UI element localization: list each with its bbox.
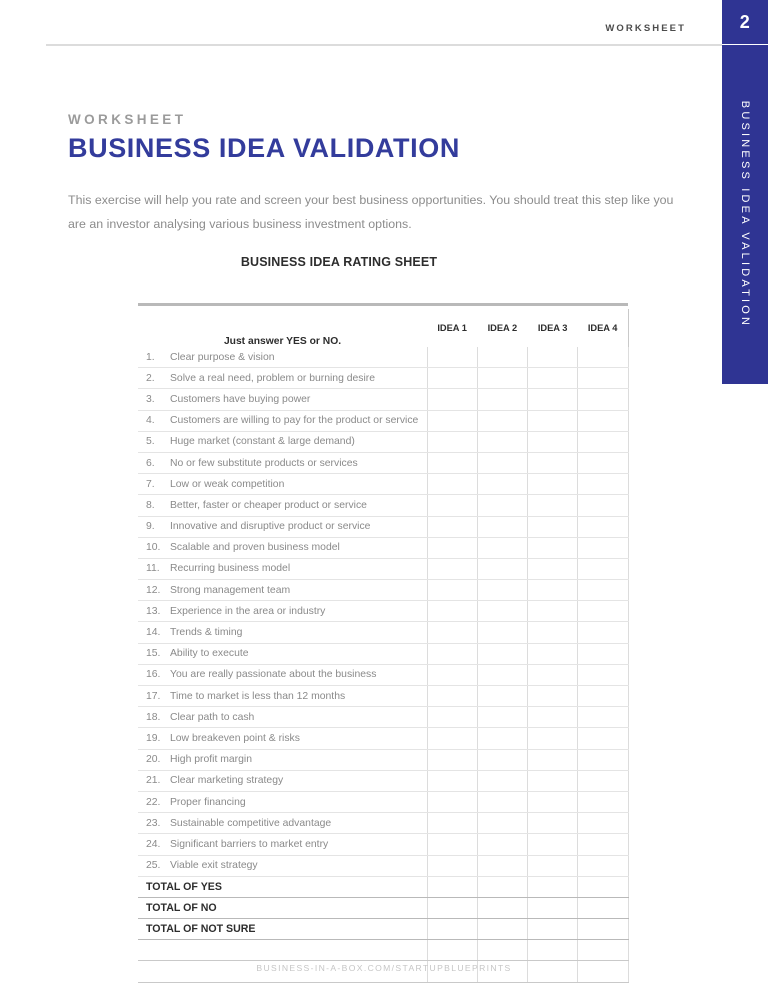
total-cell-idea-1[interactable] (427, 897, 477, 918)
criterion-number: 4. (146, 415, 155, 427)
criterion-number: 16. (146, 669, 161, 681)
criterion-cell-idea-1[interactable] (427, 347, 477, 368)
criterion-number: 21. (146, 775, 161, 787)
column-header-idea-4: IDEA 4 (578, 309, 628, 347)
criterion-cell-idea-1[interactable] (427, 580, 477, 601)
criterion-cell-idea-4[interactable] (578, 728, 628, 749)
total-row (138, 919, 628, 940)
criterion-text: Huge market (constant & large demand) (170, 436, 355, 448)
criterion-cell-idea-2[interactable] (477, 368, 527, 389)
table-row (138, 410, 628, 431)
criterion-cell-idea-4[interactable] (578, 855, 628, 876)
criterion-cell-idea-4[interactable] (578, 770, 628, 791)
criterion-label-cell (138, 834, 427, 855)
criterion-label-cell (138, 368, 427, 389)
criterion-number: 2. (146, 372, 155, 384)
criterion-label-cell (138, 410, 427, 431)
criterion-cell-idea-3[interactable] (528, 770, 578, 791)
criterion-cell-idea-1[interactable] (427, 452, 477, 473)
total-cell-idea-2[interactable] (477, 919, 527, 940)
total-cell-idea-1[interactable] (427, 919, 477, 940)
table-row (138, 516, 628, 537)
criterion-text: Low or weak competition (170, 478, 285, 490)
criterion-label-cell (138, 537, 427, 558)
total-cell-idea-3[interactable] (528, 876, 578, 897)
criterion-label-cell (138, 347, 427, 368)
criterion-text: Clear path to cash (170, 711, 255, 723)
criterion-cell-idea-3[interactable] (528, 474, 578, 495)
criterion-cell-idea-3[interactable] (528, 601, 578, 622)
table-row (138, 474, 628, 495)
criterion-cell-idea-4[interactable] (578, 368, 628, 389)
table-row (138, 813, 628, 834)
criterion-label-cell (138, 389, 427, 410)
intro-paragraph: This exercise will help you rate and screen your best business opportunities. You should treat this step like you are an investor analysing various business investment options. (68, 193, 674, 232)
page-title: BUSINESS IDEA VALIDATION (68, 132, 460, 163)
criterion-cell-idea-1[interactable] (427, 516, 477, 537)
criterion-cell-idea-3[interactable] (528, 728, 578, 749)
criterion-cell-idea-1[interactable] (427, 749, 477, 770)
section-rail (722, 0, 768, 384)
criterion-cell-idea-3[interactable] (528, 813, 578, 834)
criterion-text: Experience in the area or industry (170, 605, 326, 617)
criterion-cell-idea-3[interactable] (528, 347, 578, 368)
table-row (138, 791, 628, 812)
criterion-cell-idea-4[interactable] (578, 537, 628, 558)
criterion-cell-idea-4[interactable] (578, 834, 628, 855)
criterion-label-cell (138, 728, 427, 749)
criterion-cell-idea-4[interactable] (578, 389, 628, 410)
criterion-cell-idea-1[interactable] (427, 643, 477, 664)
criterion-number: 22. (146, 796, 161, 808)
criterion-cell-idea-3[interactable] (528, 855, 578, 876)
total-label-cell (138, 919, 427, 940)
total-cell-idea-4[interactable] (578, 919, 628, 940)
criterion-label-cell (138, 495, 427, 516)
criterion-cell-idea-3[interactable] (528, 537, 578, 558)
criterion-number: 12. (146, 584, 161, 596)
criterion-cell-idea-2[interactable] (477, 791, 527, 812)
criterion-number: 13. (146, 605, 161, 617)
criterion-label-cell (138, 643, 427, 664)
criterion-label-cell (138, 855, 427, 876)
criterion-number: 24. (146, 838, 161, 850)
total-row (138, 876, 628, 897)
criterion-cell-idea-4[interactable] (578, 580, 628, 601)
total-label-lead: TOTAL OF (146, 901, 201, 914)
criterion-cell-idea-4[interactable] (578, 516, 628, 537)
criterion-cell-idea-4[interactable] (578, 791, 628, 812)
criterion-cell-idea-1[interactable] (427, 495, 477, 516)
total-label-cell (138, 897, 427, 918)
criterion-number: 6. (146, 457, 155, 469)
total-cell-idea-3[interactable] (528, 919, 578, 940)
rating-sheet-title: BUSINESS IDEA RATING SHEET (240, 255, 438, 269)
criterion-cell-idea-2[interactable] (477, 495, 527, 516)
criterion-text: No or few substitute products or services (170, 457, 358, 469)
criterion-cell-idea-2[interactable] (477, 601, 527, 622)
criterion-cell-idea-1[interactable] (427, 664, 477, 685)
criterion-text: Recurring business model (170, 563, 291, 575)
criterion-text: Scalable and proven business model (170, 542, 340, 554)
page-title-block (68, 113, 460, 162)
criterion-text: Viable exit strategy (170, 860, 258, 872)
criterion-cell-idea-3[interactable] (528, 707, 578, 728)
criterion-cell-idea-1[interactable] (427, 686, 477, 707)
criterion-cell-idea-2[interactable] (477, 410, 527, 431)
table-row (138, 855, 628, 876)
total-label-value: YES (200, 880, 222, 893)
criterion-cell-idea-1[interactable] (427, 389, 477, 410)
criterion-cell-idea-2[interactable] (477, 643, 527, 664)
total-cell-idea-2[interactable] (477, 897, 527, 918)
criterion-text: Significant barriers to market entry (170, 838, 329, 850)
criterion-cell-idea-3[interactable] (528, 580, 578, 601)
criterion-cell-idea-1[interactable] (427, 410, 477, 431)
header-worksheet-label: WORKSHEET (605, 22, 686, 34)
total-cell-idea-2[interactable] (477, 876, 527, 897)
criterion-number: 18. (146, 711, 161, 723)
criterion-cell-idea-2[interactable] (477, 749, 527, 770)
table-row (138, 728, 628, 749)
table-header-row (138, 309, 628, 347)
table-row (138, 431, 628, 452)
criterion-label-cell (138, 580, 427, 601)
criterion-cell-idea-1[interactable] (427, 707, 477, 728)
blank-cell-idea-4[interactable] (578, 940, 628, 961)
criterion-cell-idea-1[interactable] (427, 601, 477, 622)
column-header-idea-1: IDEA 1 (437, 323, 467, 333)
criterion-cell-idea-2[interactable] (477, 452, 527, 473)
table-body (138, 305, 628, 983)
criterion-cell-idea-4[interactable] (578, 495, 628, 516)
criterion-number: 10. (146, 542, 161, 554)
table-row (138, 686, 628, 707)
criterion-number: 19. (146, 732, 161, 744)
table-row (138, 834, 628, 855)
total-cell-idea-3[interactable] (528, 897, 578, 918)
criterion-label-cell (138, 664, 427, 685)
criterion-number: 25. (146, 860, 161, 872)
criterion-cell-idea-3[interactable] (528, 516, 578, 537)
criterion-cell-idea-3[interactable] (528, 410, 578, 431)
rail-section-title: BUSINESS IDEA VALIDATION (739, 100, 751, 329)
criterion-cell-idea-1[interactable] (427, 558, 477, 579)
criterion-cell-idea-4[interactable] (578, 474, 628, 495)
criterion-cell-idea-2[interactable] (477, 707, 527, 728)
criterion-cell-idea-1[interactable] (427, 728, 477, 749)
blank-row (138, 940, 628, 961)
criterion-text: Better, faster or cheaper product or service (170, 499, 367, 511)
criterion-cell-idea-1[interactable] (427, 834, 477, 855)
total-label-value: NO (200, 901, 217, 914)
criterion-cell-idea-2[interactable] (477, 834, 527, 855)
criterion-text: Ability to execute (170, 648, 249, 660)
criterion-cell-idea-4[interactable] (578, 686, 628, 707)
criterion-number: 11. (146, 563, 160, 575)
criterion-label-cell (138, 686, 427, 707)
table-row (138, 664, 628, 685)
total-label-cell (138, 876, 427, 897)
criterion-cell-idea-1[interactable] (427, 813, 477, 834)
criterion-text: Time to market is less than 12 months (170, 690, 346, 702)
criterion-label-cell (138, 431, 427, 452)
criterion-cell-idea-2[interactable] (477, 664, 527, 685)
page-header (46, 16, 704, 40)
criterion-cell-idea-4[interactable] (578, 452, 628, 473)
criterion-cell-idea-3[interactable] (528, 368, 578, 389)
criterion-label-cell (138, 749, 427, 770)
total-cell-idea-4[interactable] (578, 897, 628, 918)
column-header-idea-2: IDEA 2 (487, 323, 518, 333)
table-row (138, 389, 628, 410)
criterion-cell-idea-3[interactable] (528, 389, 578, 410)
criterion-label-cell (138, 622, 427, 643)
column-header-idea-3: IDEA 3 (537, 323, 568, 333)
criterion-number: 9. (146, 521, 155, 533)
criterion-cell-idea-3[interactable] (528, 431, 578, 452)
table-row (138, 558, 628, 579)
table-row (138, 749, 628, 770)
criterion-cell-idea-2[interactable] (477, 686, 527, 707)
table-row (138, 495, 628, 516)
criterion-text: High profit margin (170, 754, 253, 766)
criterion-cell-idea-2[interactable] (477, 728, 527, 749)
total-label-lead: TOTAL OF (146, 923, 201, 936)
criterion-number: 14. (146, 627, 161, 639)
criterion-cell-idea-3[interactable] (528, 686, 578, 707)
criterion-number: 3. (146, 393, 155, 405)
criterion-text: Sustainable competitive advantage (170, 817, 332, 829)
blank-cell-idea-3[interactable] (528, 940, 578, 961)
criterion-number: 15. (146, 648, 161, 660)
criterion-label-cell (138, 516, 427, 537)
criterion-text: Customers have buying power (170, 393, 311, 405)
criterion-text: Solve a real need, problem or burning desire (170, 372, 376, 384)
blank-cell-idea-2[interactable] (477, 940, 527, 961)
criterion-cell-idea-1[interactable] (427, 431, 477, 452)
criterion-label-cell (138, 474, 427, 495)
criterion-label-cell (138, 791, 427, 812)
criterion-cell-idea-3[interactable] (528, 622, 578, 643)
rail-body (722, 45, 768, 384)
criterion-cell-idea-4[interactable] (578, 410, 628, 431)
criterion-label-cell (138, 813, 427, 834)
criterion-cell-idea-3[interactable] (528, 791, 578, 812)
criterion-text: Strong management team (170, 584, 291, 596)
criterion-number: 23. (146, 817, 161, 829)
criterion-cell-idea-2[interactable] (477, 580, 527, 601)
column-header-question: Just answer YES or NO. (223, 336, 342, 347)
criterion-cell-idea-3[interactable] (528, 452, 578, 473)
criterion-cell-idea-1[interactable] (427, 855, 477, 876)
table-row (138, 601, 628, 622)
criterion-text: Clear marketing strategy (170, 775, 284, 787)
criterion-cell-idea-3[interactable] (528, 495, 578, 516)
page-eyebrow: WORKSHEET (68, 112, 187, 127)
criterion-cell-idea-1[interactable] (427, 537, 477, 558)
criterion-label-cell (138, 770, 427, 791)
criterion-cell-idea-2[interactable] (477, 516, 527, 537)
criterion-cell-idea-1[interactable] (427, 622, 477, 643)
table-row (138, 347, 628, 368)
table-row (138, 770, 628, 791)
criterion-text: You are really passionate about the business (170, 669, 377, 681)
criterion-label-cell (138, 601, 427, 622)
criterion-cell-idea-4[interactable] (578, 601, 628, 622)
table-row (138, 452, 628, 473)
criterion-label-cell (138, 558, 427, 579)
table-row (138, 622, 628, 643)
table-row (138, 643, 628, 664)
total-label-lead: TOTAL OF (146, 880, 201, 893)
criterion-cell-idea-3[interactable] (528, 558, 578, 579)
criterion-number: 1. (146, 351, 155, 363)
criterion-cell-idea-2[interactable] (477, 347, 527, 368)
criterion-text: Clear purpose & vision (170, 351, 275, 363)
criterion-cell-idea-4[interactable] (578, 749, 628, 770)
criterion-cell-idea-3[interactable] (528, 834, 578, 855)
criterion-label-cell (138, 707, 427, 728)
criterion-number: 7. (146, 478, 155, 490)
header-divider (46, 44, 722, 46)
criterion-text: Innovative and disruptive product or service (170, 521, 371, 533)
criterion-cell-idea-4[interactable] (578, 558, 628, 579)
criterion-cell-idea-4[interactable] (578, 664, 628, 685)
table-row (138, 707, 628, 728)
criterion-number: 20. (146, 754, 161, 766)
table-row (138, 580, 628, 601)
criterion-cell-idea-1[interactable] (427, 791, 477, 812)
blank-label-cell[interactable] (138, 940, 427, 961)
total-row (138, 897, 628, 918)
criterion-cell-idea-2[interactable] (477, 622, 527, 643)
criterion-cell-idea-2[interactable] (477, 558, 527, 579)
criterion-text: Proper financing (170, 796, 246, 808)
criterion-cell-idea-3[interactable] (528, 664, 578, 685)
criterion-cell-idea-2[interactable] (477, 431, 527, 452)
criterion-cell-idea-1[interactable] (427, 368, 477, 389)
blank-cell-idea-1[interactable] (427, 940, 477, 961)
criterion-cell-idea-1[interactable] (427, 474, 477, 495)
criterion-cell-idea-4[interactable] (578, 431, 628, 452)
table-row (138, 368, 628, 389)
criterion-text: Low breakeven point & risks (170, 732, 300, 744)
criterion-cell-idea-2[interactable] (477, 813, 527, 834)
criterion-label-cell (138, 452, 427, 473)
business-idea-rating-table (138, 303, 629, 983)
criterion-cell-idea-4[interactable] (578, 707, 628, 728)
criterion-cell-idea-2[interactable] (477, 389, 527, 410)
criterion-cell-idea-4[interactable] (578, 347, 628, 368)
criterion-cell-idea-3[interactable] (528, 643, 578, 664)
criterion-cell-idea-4[interactable] (578, 643, 628, 664)
total-cell-idea-4[interactable] (578, 876, 628, 897)
total-label-value: NOT SURE (200, 923, 256, 936)
criterion-cell-idea-4[interactable] (578, 622, 628, 643)
criterion-text: Customers are willing to pay for the product or service (170, 415, 419, 427)
criterion-cell-idea-2[interactable] (477, 537, 527, 558)
criterion-number: 17. (146, 690, 161, 702)
criterion-cell-idea-3[interactable] (528, 749, 578, 770)
criterion-number: 8. (146, 499, 155, 511)
total-cell-idea-1[interactable] (427, 876, 477, 897)
criterion-number: 5. (146, 436, 155, 448)
criterion-cell-idea-2[interactable] (477, 770, 527, 791)
criterion-cell-idea-1[interactable] (427, 770, 477, 791)
criterion-cell-idea-4[interactable] (578, 813, 628, 834)
criterion-cell-idea-2[interactable] (477, 474, 527, 495)
rail-section-number: 2 (722, 0, 768, 44)
criterion-text: Trends & timing (170, 627, 243, 639)
table-row (138, 537, 628, 558)
page-footer: BUSINESS-IN-A-BOX.COM/STARTUPBLUEPRINTS (256, 963, 512, 973)
criterion-cell-idea-2[interactable] (477, 855, 527, 876)
